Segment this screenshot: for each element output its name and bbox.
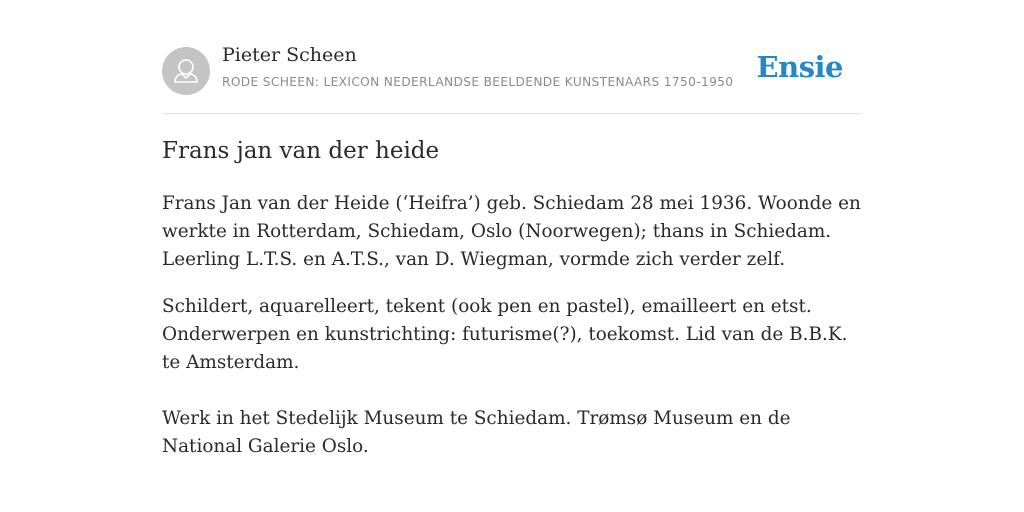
article-card: [162, 0, 862, 457]
page-title: Frans jan van der heide: [162, 138, 440, 164]
source-title[interactable]: RODE SCHEEN: LEXICON NEDERLANDSE BEELDENDE KUNSTENAARS 1750-1950: [222, 75, 734, 89]
author-avatar[interactable]: [162, 47, 210, 95]
article-paragraph: Frans Jan van der Heide (‘Heifra’) geb. Schiedam 28 mei 1936. Woonde en werkte in Rotterdam, Schiedam, Oslo (Noorwegen); thans in Schiedam. Leerling L.T.S. en A.T.S., van D. Wiegman, vormde zich verder zelf.: [162, 193, 861, 270]
ensie-logo[interactable]: Ensie: [756, 50, 843, 84]
article-paragraph: Werk in het Stedelijk Museum te Schiedam. Trømsø Museum en de National Galerie Oslo.: [162, 408, 791, 457]
user-placeholder-icon: [162, 47, 210, 95]
author-name[interactable]: Pieter Scheen: [222, 44, 357, 66]
article-header: [162, 0, 862, 114]
article-paragraph: Schildert, aquarelleert, tekent (ook pen en pastel), emailleert en etst. Onderwerpen en kunstrichting: futurisme(?), toekomst. Lid van de B.B.K. te Amsterdam.: [162, 296, 848, 373]
article-body: [162, 190, 862, 461]
